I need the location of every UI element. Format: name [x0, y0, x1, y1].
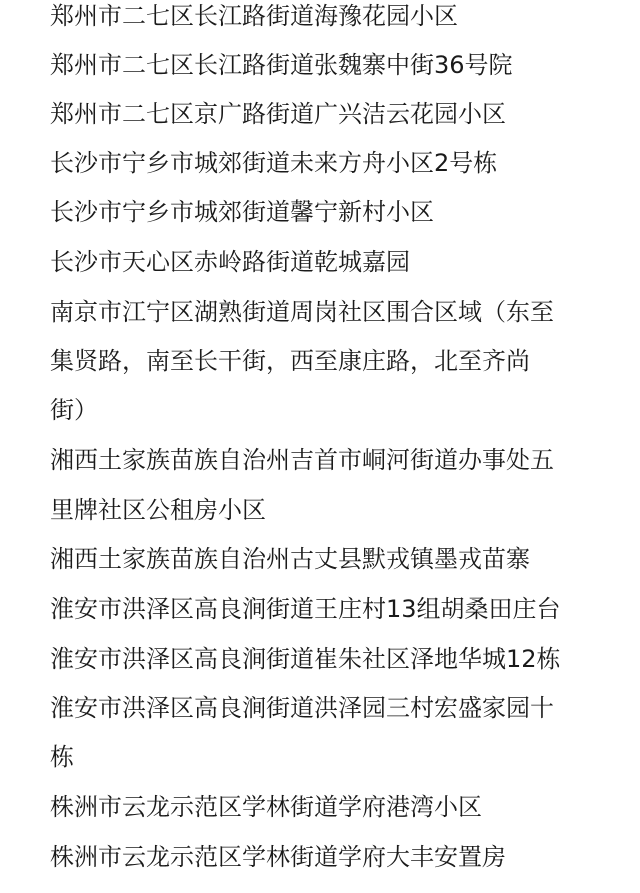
text-line: 湘西土家族苗族自治州吉首市峒河街道办事处五: [50, 446, 554, 474]
text-line: 长沙市天心区赤岭路街道乾城嘉园: [50, 248, 410, 276]
text-line: 南京市江宁区湖熟街道周岗社区围合区域（东至: [50, 298, 554, 326]
text-line: 长沙市宁乡市城郊街道未来方舟小区2号栋: [50, 149, 498, 177]
text-line: 里牌社区公租房小区: [50, 496, 266, 524]
text-line: 集贤路，南至长干街，西至康庄路，北至齐尚: [50, 347, 530, 375]
text-line: 郑州市二七区长江路街道张魏寨中街36号院: [50, 51, 513, 79]
text-line: 株洲市云龙示范区学林街道学府港湾小区: [50, 793, 482, 821]
text-line: 街）: [50, 396, 98, 424]
text-line: 淮安市洪泽区高良涧街道洪泽园三村宏盛家园十: [50, 694, 554, 722]
text-line: 郑州市二七区长江路街道海豫花园小区: [50, 2, 458, 30]
text-line: 株洲市云龙示范区学林街道学府大丰安置房: [50, 843, 506, 871]
text-line: 郑州市二七区京广路街道广兴洁云花园小区: [50, 100, 506, 128]
text-line: 栋: [50, 743, 74, 771]
text-line: 长沙市宁乡市城郊街道馨宁新村小区: [50, 198, 434, 226]
text-line: 湘西土家族苗族自治州古丈县默戎镇墨戎苗寨: [50, 545, 530, 573]
text-line: 淮安市洪泽区高良涧街道王庄村13组胡桑田庄台: [50, 595, 561, 623]
text-line: 淮安市洪泽区高良涧街道崔朱社区泽地华城12栋: [50, 645, 561, 673]
